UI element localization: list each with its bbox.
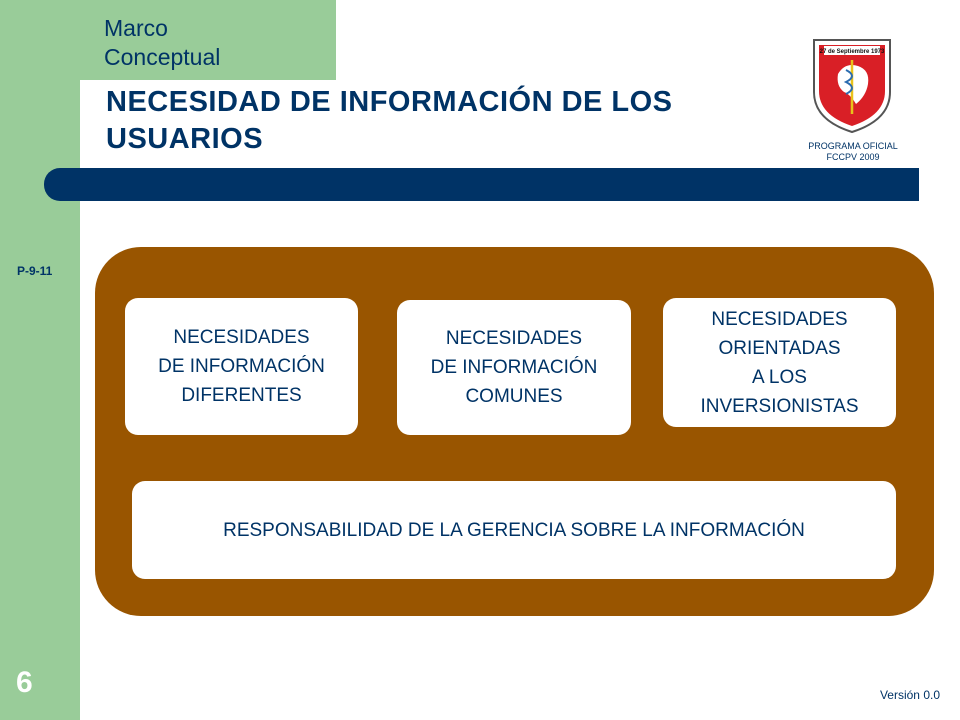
card-line: COMUNES bbox=[465, 386, 563, 407]
card-needs-investors bbox=[663, 298, 896, 427]
fccpv-shield-icon bbox=[810, 34, 894, 134]
card-line: NECESIDADES bbox=[711, 308, 848, 330]
card-line: NECESIDADES bbox=[173, 327, 310, 348]
left-green-band bbox=[0, 0, 80, 720]
card-line: DE INFORMACIÓN bbox=[158, 356, 325, 377]
version-label: Versión 0.0 bbox=[879, 688, 940, 702]
section-label-line2: Conceptual bbox=[104, 44, 221, 70]
svg-text:27 de Septiembre 1973: 27 de Septiembre 1973 bbox=[819, 49, 885, 55]
card-needs-different bbox=[125, 298, 358, 435]
slide-title: NECESIDAD DE INFORMACIÓN DE LOS USUARIOS bbox=[106, 86, 673, 155]
card-line: DE INFORMACIÓN bbox=[430, 357, 598, 378]
header-divider-bar bbox=[44, 168, 919, 201]
card-line: RESPONSABILIDAD DE LA GERENCIA SOBRE LA INFORMACIÓN bbox=[223, 519, 805, 541]
card-needs-common bbox=[397, 300, 631, 435]
card-line: A LOS bbox=[752, 366, 807, 388]
program-line2: FCCPV 2009 bbox=[826, 152, 880, 162]
section-label bbox=[104, 14, 220, 72]
card-line: INVERSIONISTAS bbox=[700, 395, 859, 417]
card-line: DIFERENTES bbox=[181, 385, 302, 406]
program-official-label bbox=[780, 141, 926, 163]
fccpv-logo bbox=[810, 34, 894, 134]
card-line: NECESIDADES bbox=[445, 328, 583, 349]
card-line: ORIENTADAS bbox=[718, 337, 841, 359]
card-management-responsibility bbox=[132, 481, 896, 579]
program-line1: PROGRAMA OFICIAL bbox=[808, 141, 898, 151]
page-number: 6 bbox=[16, 666, 33, 699]
section-label-line1: Marco bbox=[104, 15, 168, 41]
page-code: P-9-11 bbox=[17, 264, 53, 278]
